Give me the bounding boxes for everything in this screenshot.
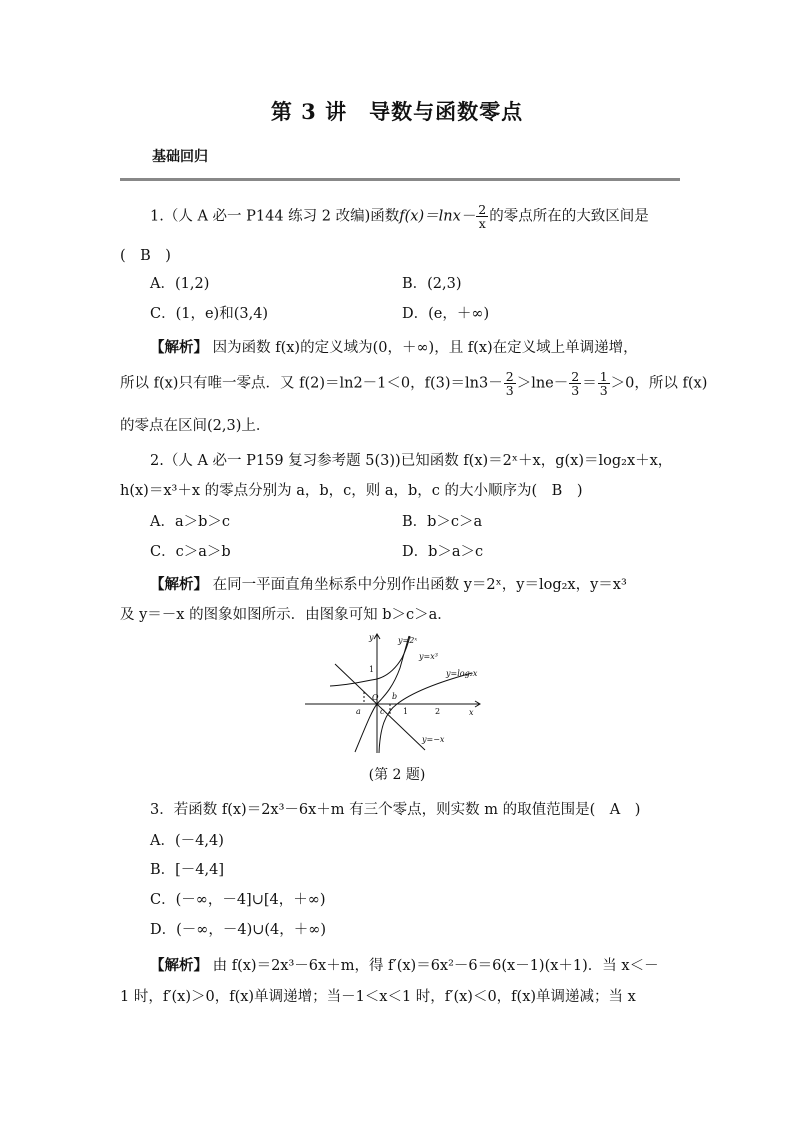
label-x: x xyxy=(469,708,474,717)
function-graph-figure xyxy=(300,628,490,758)
label-exp: y=2ˣ xyxy=(398,636,418,645)
divider xyxy=(120,178,680,181)
label-a: a xyxy=(356,707,361,716)
label-one-y: 1 xyxy=(369,665,375,674)
label-two-x: 2 xyxy=(435,707,441,716)
label-c: c xyxy=(380,707,385,716)
figure-caption: (第 2 题) xyxy=(368,767,426,783)
analysis-tag: 【解析】 xyxy=(150,576,208,593)
q1-analysis-3: 的零点在区间(2,3)上． xyxy=(120,418,271,434)
q1-option-a: A．(1,2) xyxy=(150,276,210,292)
q2-stem-1: 2.（人 A 必一 P159 复习参考题 5(3))已知函数 f(x)＝2ˣ＋x，g(x)＝log₂x＋x， xyxy=(150,453,673,469)
section-heading: 基础回归 xyxy=(152,149,208,165)
q3-analysis-1: 【解析】 由 f(x)＝2x³－6x＋m，得 f′(x)＝6x²－6＝6(x－1)(x＋1)．当 x＜－ xyxy=(150,957,659,974)
q1-option-b: B．(2,3) xyxy=(402,276,462,292)
label-neg: y=−x xyxy=(422,735,445,744)
q1-option-c: C．(1，e)和(3,4) xyxy=(150,306,269,322)
q3-stem: 3．若函数 f(x)＝2x³－6x＋m 有三个零点，则实数 m 的取值范围是( A ) xyxy=(150,802,641,818)
label-log: y=log₂x xyxy=(446,669,478,678)
q1-option-d: D．(e，＋∞) xyxy=(402,306,490,322)
q3-option-c: C．(－∞，－4]∪[4，＋∞) xyxy=(150,892,326,908)
q3-option-b: B．[－4,4] xyxy=(150,862,225,878)
q3-analysis-2: 1 时，f′(x)＞0，f(x)单调递增；当－1＜x＜1 时，f′(x)＜0，f(x)单调递减；当 x xyxy=(120,989,636,1005)
q1-stem: 1.（人 A 必一 P144 练习 2 改编)函数f(x)＝lnx－ $\frac{2}{x}$ 的零点所在的大致区间是 xyxy=(150,202,649,231)
q2-option-d: D．b＞a＞c xyxy=(402,544,484,560)
q3-option-d: D．(－∞，－4)∪(4，＋∞) xyxy=(150,922,327,938)
q3-option-a: A．(－4,4) xyxy=(150,833,224,849)
label-y: y xyxy=(369,633,374,642)
q2-stem-2: h(x)＝x³＋x 的零点分别为 a，b，c，则 a，b，c 的大小顺序为( B ) xyxy=(120,483,583,499)
label-origin: O xyxy=(372,693,379,702)
q1-analysis-1: 【解析】 因为函数 f(x)的定义域为(0，＋∞)，且 f(x)在定义域上单调递增， xyxy=(150,339,638,356)
label-cube: y=x³ xyxy=(419,652,438,661)
q2-analysis-2: 及 y＝－x 的图象如图所示．由图象可知 b＞c＞a． xyxy=(120,607,452,623)
q2-option-c: C．c＞a＞b xyxy=(150,544,231,560)
page-title: 第 3 讲 导数与函数零点 xyxy=(270,99,524,124)
analysis-tag: 【解析】 xyxy=(150,339,208,356)
q1-answer: ( B ) xyxy=(120,248,171,264)
analysis-tag: 【解析】 xyxy=(150,957,208,974)
label-one-x: 1 xyxy=(403,707,409,716)
curve-cube xyxy=(355,636,409,752)
q1-analysis-2: 所以 f(x)只有唯一零点．又 f(2)＝ln2－1＜0，f(3)＝ln3－ $\frac{2}{3}$ ＞lne－ $\frac{2}{3}$ ＝ $\frac{1}{3}$ ＞0，所以 f(x) xyxy=(120,369,708,398)
q2-option-a: A．a＞b＞c xyxy=(150,514,231,530)
q1-fraction: $\frac{2}{x}$ xyxy=(478,202,487,231)
label-b: b xyxy=(392,692,398,701)
q2-option-b: B．b＞c＞a xyxy=(402,514,483,530)
q2-analysis-1: 【解析】 在同一平面直角坐标系中分别作出函数 y＝2ˣ，y＝log₂x，y＝x³ xyxy=(150,576,627,593)
